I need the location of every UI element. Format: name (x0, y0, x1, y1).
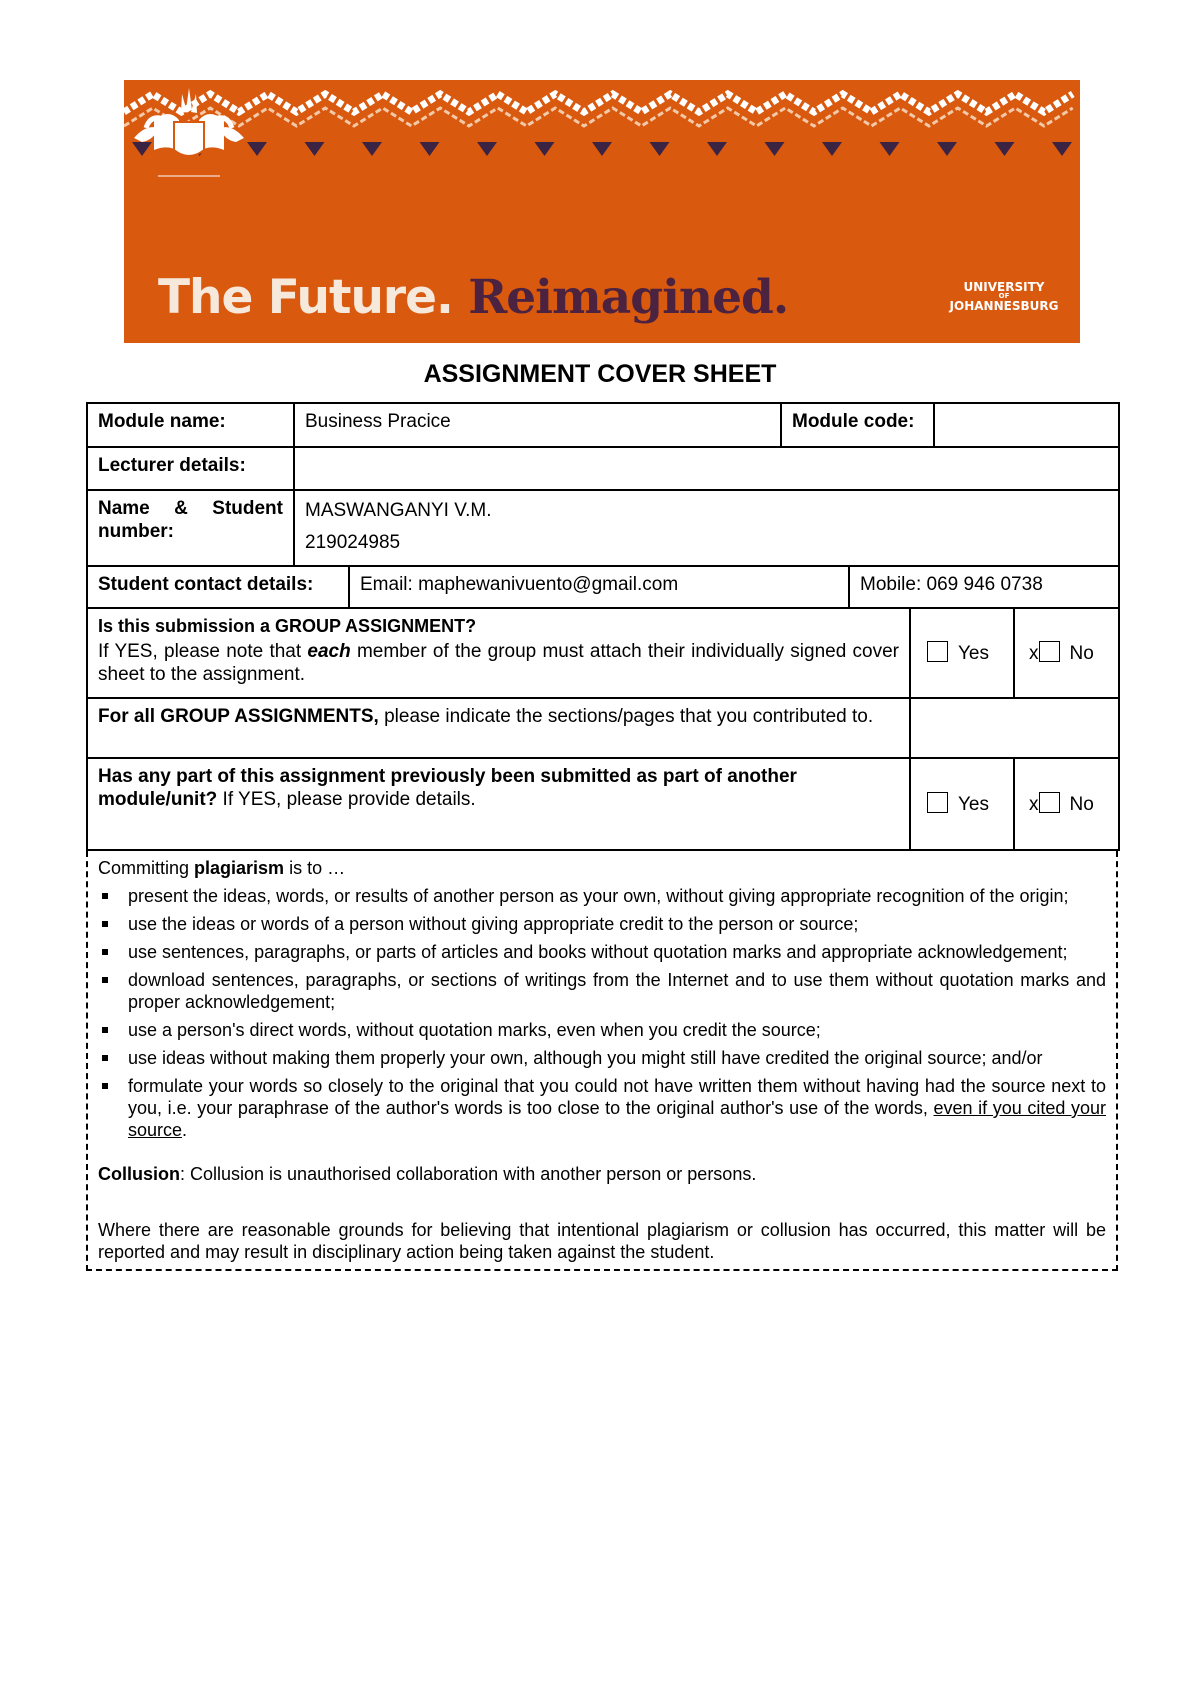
x-mark: x (1029, 794, 1039, 815)
intro-text-1: Committing (98, 858, 195, 878)
no-label: No (1069, 643, 1094, 664)
triangle-mark (592, 142, 612, 156)
group-question-text: Is this submission a GROUP ASSIGNMENT? (98, 616, 477, 636)
mobile-field[interactable]: Mobile: 069 946 0738 (849, 566, 1119, 608)
logo-line-johannesburg: JOHANNESBURG (949, 299, 1059, 313)
list-item: use the ideas or words of a person without giving appropriate credit to the person or source; (128, 913, 1106, 935)
prev-question-text: Has any part of this assignment previously been submitted as part of another module/unit? (98, 766, 797, 810)
group-assignment-question (87, 608, 910, 698)
triangle-mark (1052, 142, 1072, 156)
triangle-mark (707, 142, 727, 156)
triangle-mark (477, 142, 497, 156)
checkbox-icon[interactable] (927, 641, 948, 662)
lecturer-label: Lecturer details: (87, 447, 294, 490)
module-code-label: Module code: (781, 403, 934, 447)
triangle-mark (650, 142, 670, 156)
list-item: use a person's direct words, without quotation marks, even when you credit the source; (128, 1019, 1106, 1041)
group-sections-bold: For all GROUP ASSIGNMENTS, (98, 706, 379, 727)
triangle-mark (995, 142, 1015, 156)
tagline-future: The Future. (158, 270, 453, 325)
collusion-definition (98, 1163, 1106, 1185)
triangle-mark (765, 142, 785, 156)
group-no-option[interactable] (1014, 608, 1119, 698)
details-table-1 (86, 402, 1120, 567)
x-mark: x (1029, 643, 1039, 664)
intro-text-2: is to … (284, 858, 346, 878)
checkbox-icon[interactable] (1039, 792, 1060, 813)
zigzag-line (124, 108, 1073, 126)
no-label: No (1069, 794, 1094, 815)
triangle-mark (420, 142, 440, 156)
group-yes-option[interactable] (910, 608, 1014, 698)
last-item-end: . (182, 1120, 188, 1140)
intro-bold: plagiarism (194, 858, 285, 878)
last-item-underlined: even if you cited your source (128, 1098, 1106, 1140)
group-note (98, 640, 899, 686)
group-sections-prompt (87, 698, 910, 758)
triangle-mark (535, 142, 555, 156)
prev-yes-option[interactable] (910, 758, 1014, 850)
module-name-label: Module name: (87, 403, 294, 447)
logo-line-of: OF (998, 292, 1010, 300)
page-title: ASSIGNMENT COVER SHEET (423, 360, 777, 388)
group-sections-text: please indicate the sections/pages that you contributed to. (378, 706, 874, 727)
list-item: use ideas without making them properly your own, although you might still have credited the original source; and/or (128, 1047, 1106, 1069)
list-item: download sentences, paragraphs, or sections of writings from the Internet and to use them without quotation marks and proper acknowledgement; (128, 970, 1106, 1012)
checkbox-icon[interactable] (1039, 641, 1060, 662)
list-item: present the ideas, words, or results of another person as your own, without giving appropriate recognition of the origin; (128, 885, 1106, 907)
collusion-text: : Collusion is unauthorised collaboration with another person or persons. (180, 1164, 757, 1184)
last-item-text: formulate your words so closely to the original that you could not have written them without having had the source next to you, i.e. your paraphrase of the author's words is too close to the original author's use of the words, (128, 1076, 1106, 1118)
triangle-mark (880, 142, 900, 156)
prev-note-text: If YES, please provide details. (217, 789, 476, 810)
triangle-mark (937, 142, 957, 156)
triangle-mark (305, 142, 325, 156)
questions-table (86, 607, 1120, 851)
name-student-number-label: Name & Student number: (87, 490, 294, 566)
disciplinary-notice: Where there are reasonable grounds for believing that intentional plagiarism or collusion has occurred, this matter will be reported and may result in disciplinary action being taken against the student. (98, 1220, 1106, 1262)
yes-label: Yes (958, 794, 989, 815)
group-sections-field[interactable] (910, 698, 1119, 758)
cover-sheet-form (86, 402, 1118, 1271)
prev-no-option[interactable] (1014, 758, 1119, 850)
email-field[interactable]: Email: maphewanivuento@gmail.com (349, 566, 849, 608)
plagiarism-intro (98, 857, 1106, 879)
previous-submission-question (87, 758, 910, 850)
tagline-reimagined: Reimagined. (468, 270, 789, 325)
lecturer-field[interactable] (294, 447, 1119, 490)
list-item (128, 1075, 1106, 1141)
university-crest-icon (124, 80, 254, 190)
group-note-emphasis: each (307, 641, 351, 662)
checkbox-icon[interactable] (927, 792, 948, 813)
module-code-field[interactable] (934, 403, 1119, 447)
module-name-field[interactable]: Business Pracice (294, 403, 781, 447)
details-table-2 (86, 565, 1120, 609)
name-student-number-field[interactable] (294, 490, 1119, 566)
triangle-mark (822, 142, 842, 156)
list-item: use sentences, paragraphs, or parts of articles and books without quotation marks and appropriate acknowledgement; (128, 941, 1106, 963)
student-name-value: MASWANGANYI V.M. (305, 500, 492, 521)
header-banner (124, 80, 1080, 343)
university-name (924, 281, 1080, 312)
banner-tagline (158, 270, 788, 325)
yes-label: Yes (958, 643, 989, 664)
student-number-value: 219024985 (305, 532, 401, 553)
contact-label: Student contact details: (87, 566, 349, 608)
collusion-bold: Collusion (98, 1164, 180, 1184)
plagiarism-notice (86, 851, 1118, 1271)
group-note-text-1: If YES, please note that (98, 641, 308, 662)
triangle-mark (362, 142, 382, 156)
logo-line-university: UNIVERSITY (963, 280, 1045, 294)
group-note-text-2: member of the group must attach their individually signed cover sheet to the assignment. (98, 641, 899, 685)
plagiarism-list (98, 885, 1106, 1141)
